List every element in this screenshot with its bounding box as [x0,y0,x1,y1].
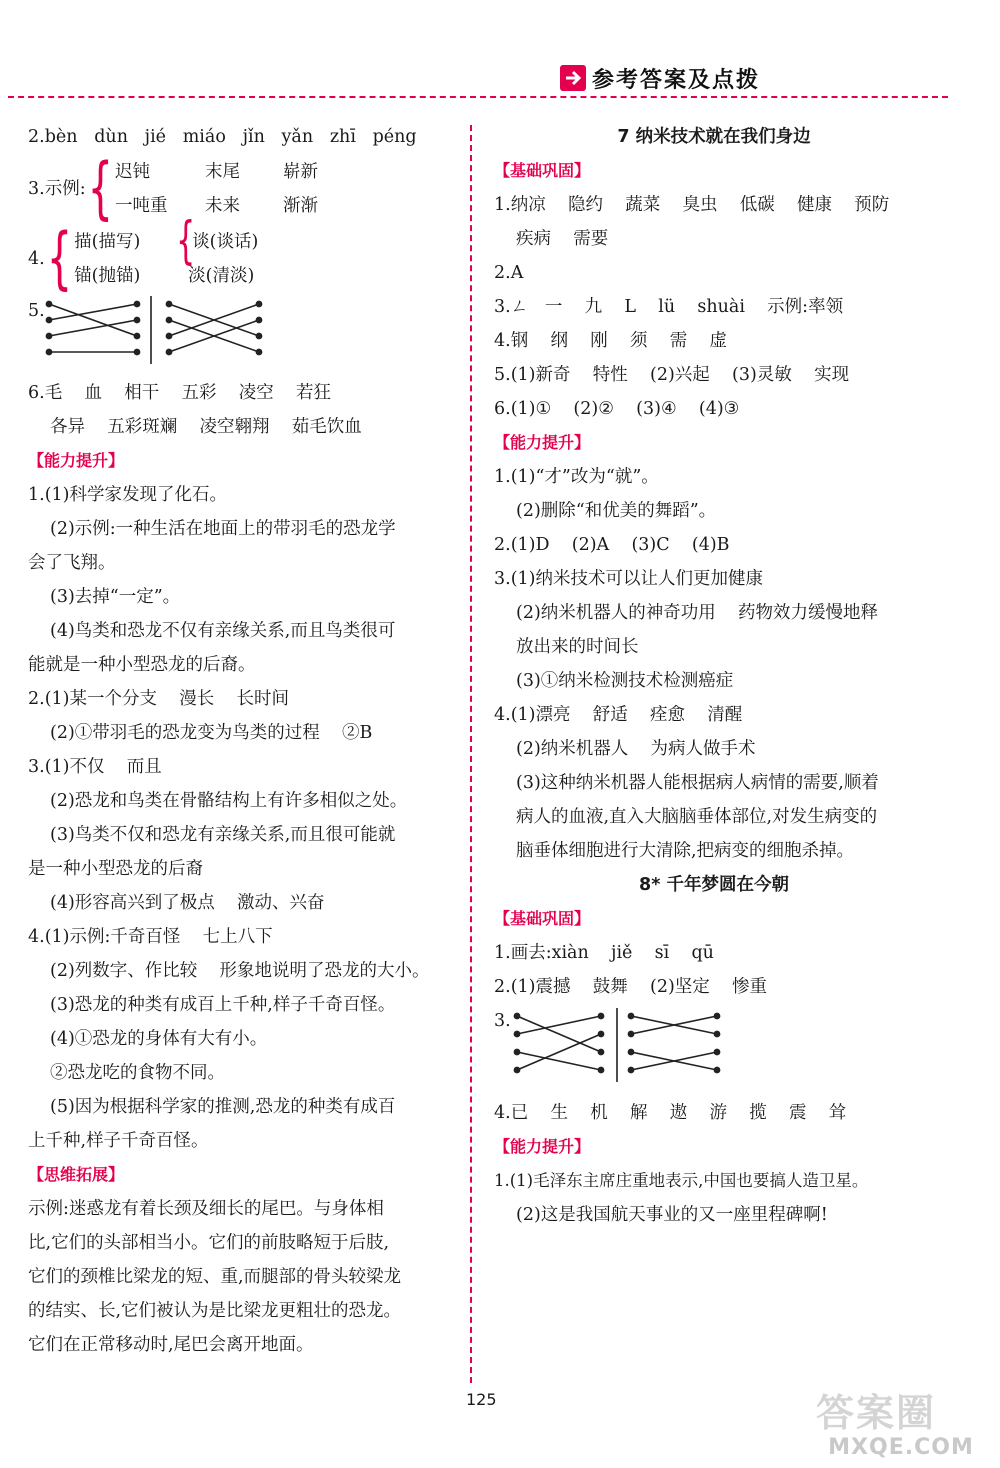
answer-line: (3)去掉“一定”。 [50,587,181,607]
answer-line: 2.(1)震撼 鼓舞 (2)坚定 惨重 [494,977,768,997]
answer-line: 1.(1)科学家发现了化石。 [28,485,227,505]
answer-line: 示例:迷惑龙有着长颈及细长的尾巴。与身体相 [28,1199,384,1219]
watermark-logo: 答案圈 MXQE.COM [816,1391,974,1460]
answer-line: (3)恐龙的种类有成百上千种,样子千奇百怪。 [50,995,396,1015]
matching-lines-diagram [45,294,285,372]
brace-icon: { [87,149,114,229]
answer-line: 是一种小型恐龙的后裔 [28,859,203,879]
left-column [28,120,466,1362]
section-heading-basic: 【基础巩固】 [494,161,591,180]
brace-icon: { [176,211,196,271]
answer-q5: 5. [28,294,466,376]
answer-line: (2)①带羽毛的恐龙变为鸟类的过程 ②B [50,723,373,743]
answer-line: (3)①纳米检测技术检测癌症 [516,671,734,691]
answer-line: 2.(1)D (2)A (3)C (4)B [494,535,730,555]
answer-q3: 3.示例: { 迟钝 末尾 崭新 一吨重 未来 渐渐 [28,149,319,229]
answer-line: 2.(1)某一个分支 漫长 长时间 [28,689,289,709]
answer-line: 比,它们的头部相当小。它们的前肢略短于后肢, [28,1233,390,1253]
answer-line: 能就是一种小型恐龙的后裔。 [28,655,256,675]
answer-line: (3)鸟类不仅和恐龙有亲缘关系,而且很可能就 [50,825,396,845]
answer-line: (2)纳米机器人的神奇功用 药物效力缓慢地释 [516,603,879,623]
answer-line: 上千种,样子千奇百怪。 [28,1131,209,1151]
lesson-title: 8* 千年梦圆在今朝 [639,875,789,895]
answer-line: 病人的血液,直入大脑脑垂体部位,对发生病变的 [516,807,878,827]
answer-line: 3.(1)不仅 而且 [28,757,162,777]
answer-q4: 4. { 描(描写) { 谈(谈话) 锚(抛锚) 淡(清淡) [28,211,259,299]
section-heading-ability: 【能力提升】 [28,451,125,470]
matching-lines-diagram [511,1004,751,1092]
answer-line: 各异 五彩斑斓 凌空翱翔 茹毛饮血 [50,417,362,437]
section-heading-ability: 【能力提升】 [494,433,591,452]
page-number: 125 [466,1390,497,1409]
answer-line: 4.钢 纲 刚 须 需 虚 [494,331,727,351]
answer-line: 1.纳凉 隐约 蔬菜 臭虫 低碳 健康 预防 [494,195,890,215]
answer-d3: 3. [494,1004,934,1096]
arrow-right-icon [560,65,586,91]
answer-line: (4)形容高兴到了极点 激动、兴奋 [50,893,325,913]
answer-line: 的结实、长,它们被认为是比梁龙更粗壮的恐龙。 [28,1301,402,1321]
answer-line: 脑垂体细胞进行大清除,把病变的细胞杀掉。 [516,841,855,861]
section-heading-thinking: 【思维拓展】 [28,1165,125,1184]
answer-line: (2)示例:一种生活在地面上的带羽毛的恐龙学 [50,519,396,539]
answer-line: (2)恐龙和鸟类在骨骼结构上有许多相似之处。 [50,791,408,811]
answer-line: 1.(1)“才”改为“就”。 [494,467,659,487]
answer-line: 2.A [494,263,524,283]
answer-line: 4.(1)漂亮 舒适 痊愈 清醒 [494,705,743,725]
answer-line: 它们在正常移动时,尾巴会离开地面。 [28,1335,314,1355]
answer-line: (4)鸟类和恐龙不仅有亲缘关系,而且鸟类很可 [50,621,396,641]
answer-line: (3)这种纳米机器人能根据病人病情的需要,顺着 [516,773,879,793]
header-divider [8,96,948,98]
answer-line: 4.(1)示例:千奇百怪 七上八下 [28,927,273,947]
header-text: 参考答案及点拨 [592,67,761,93]
answer-line: 3.(1)纳米技术可以让人们更加健康 [494,569,763,589]
answer-line: (2)列数字、作比较 形象地说明了恐龙的大小。 [50,961,430,981]
section-heading-ability: 【能力提升】 [494,1137,591,1156]
lesson-title: 7 纳米技术就在我们身边 [617,127,811,147]
brace-icon: { [46,219,73,299]
answer-line: 6.毛 血 相干 五彩 凌空 若狂 [28,383,331,403]
answer-line: 6.(1)① (2)② (3)④ (4)③ [494,399,740,419]
answer-line: 它们的颈椎比梁龙的短、重,而腿部的骨头较梁龙 [28,1267,402,1287]
answer-line: (2)纳米机器人 为病人做手术 [516,739,756,759]
answer-line: 疾病 需要 [516,229,609,249]
answer-line: ②恐龙吃的食物不同。 [50,1063,225,1083]
answer-line: (2)删除“和优美的舞蹈”。 [516,501,717,521]
answer-line: 3.ㄥ 一 九 L lü shuài 示例:率领 [494,297,844,317]
answer-line: 1.画去:xiàn jiě sī qū [494,943,714,963]
answer-line: 5.(1)新奇 特性 (2)兴起 (3)灵敏 实现 [494,365,850,385]
column-divider [470,125,472,1383]
answer-line: (4)①恐龙的身体有大有小。 [50,1029,268,1049]
section-heading-basic: 【基础巩固】 [494,909,591,928]
answer-line: (2)这是我国航天事业的又一座里程碑啊! [516,1205,828,1225]
answer-line: 2.bèn dùn jié miáo jǐn yǎn zhī péng [28,127,417,147]
answer-line: 4.已 生 机 解 遨 游 揽 震 耸 [494,1103,847,1123]
answer-line: (5)因为根据科学家的推测,恐龙的种类有成百 [50,1097,396,1117]
header-title [560,62,760,94]
answer-line: 会了飞翔。 [28,553,116,573]
answer-line: 1.(1)毛泽东主席庄重地表示,中国也要搞人造卫星。 [494,1171,869,1190]
right-column [494,120,934,1232]
answer-line: 放出来的时间长 [516,637,639,657]
